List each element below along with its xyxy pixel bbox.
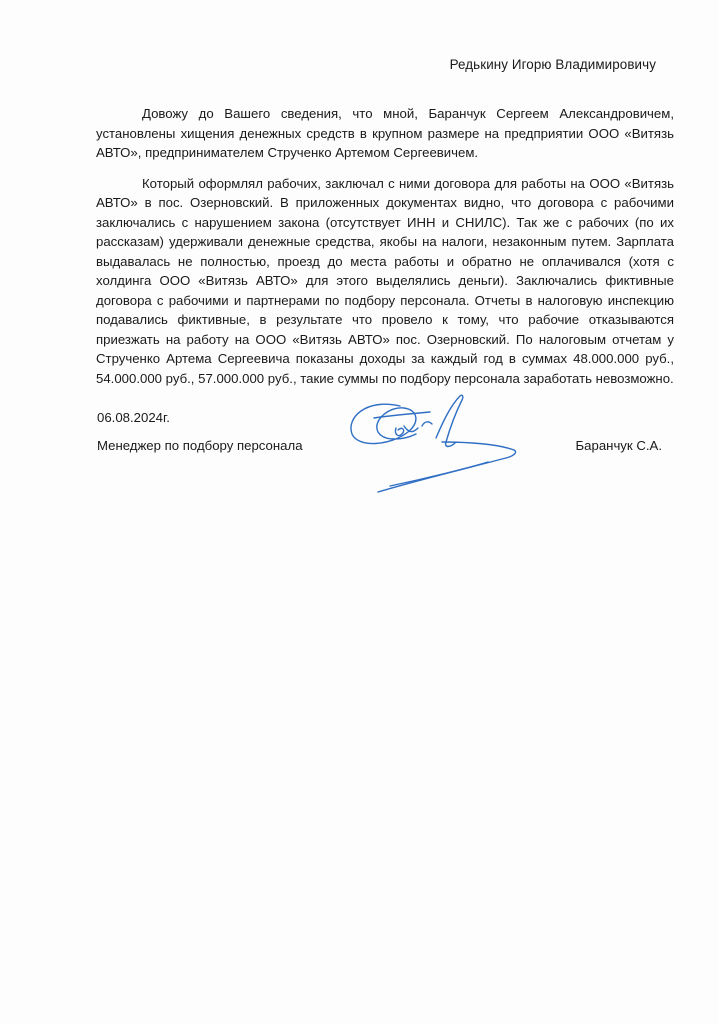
signature-icon xyxy=(338,388,528,498)
addressee: Редькину Игорю Владимировичу xyxy=(449,57,656,72)
signer-name: Баранчук С.А. xyxy=(575,438,662,453)
letter-date: 06.08.2024г. xyxy=(97,410,170,425)
paragraph-1: Довожу до Вашего сведения, что мной, Баранчук Сергеем Александровичем, установлены хищения денежных средств в крупном размере на предприятии ООО «Витязь АВТО», предпринимателем Струченко Артемом Сергеевичем. xyxy=(96,106,674,160)
signer-position: Менеджер по подбору персонала xyxy=(97,438,303,453)
letter-body xyxy=(96,104,674,388)
paragraph-2: Который оформлял рабочих, заключал с ними договора для работы на ООО «Витязь АВТО» в пос. Озерновский. В приложенных документах видно, что договора с рабочими заключались с нарушением закона (отсутствует ИНН и СНИЛС). Так же с рабочих (по их рассказам) удерживали денежные средства, якобы на налоги, незаконным путем. Зарплата выдавалась не полностью, проезд до места работы и обратно не оплачивался (хотя с холдинга ООО «Витязь АВТО» для этого выделялись деньги). Заключались фиктивные договора с рабочими и партнерами по подбору персонала. Отчеты в налоговую инспекцию подавались фиктивные, в результате что провело к тому, что рабочие отказываются приезжать на работу на ООО «Витязь АВТО» пос. Озерновский. По налоговым отчетам у Струченко Артема Сергеевича показаны доходы за каждый год в суммах 48.000.000 руб., 54.000.000 руб., 57.000.000 руб., такие суммы по подбору персонала заработать невозможно. xyxy=(96,175,674,386)
